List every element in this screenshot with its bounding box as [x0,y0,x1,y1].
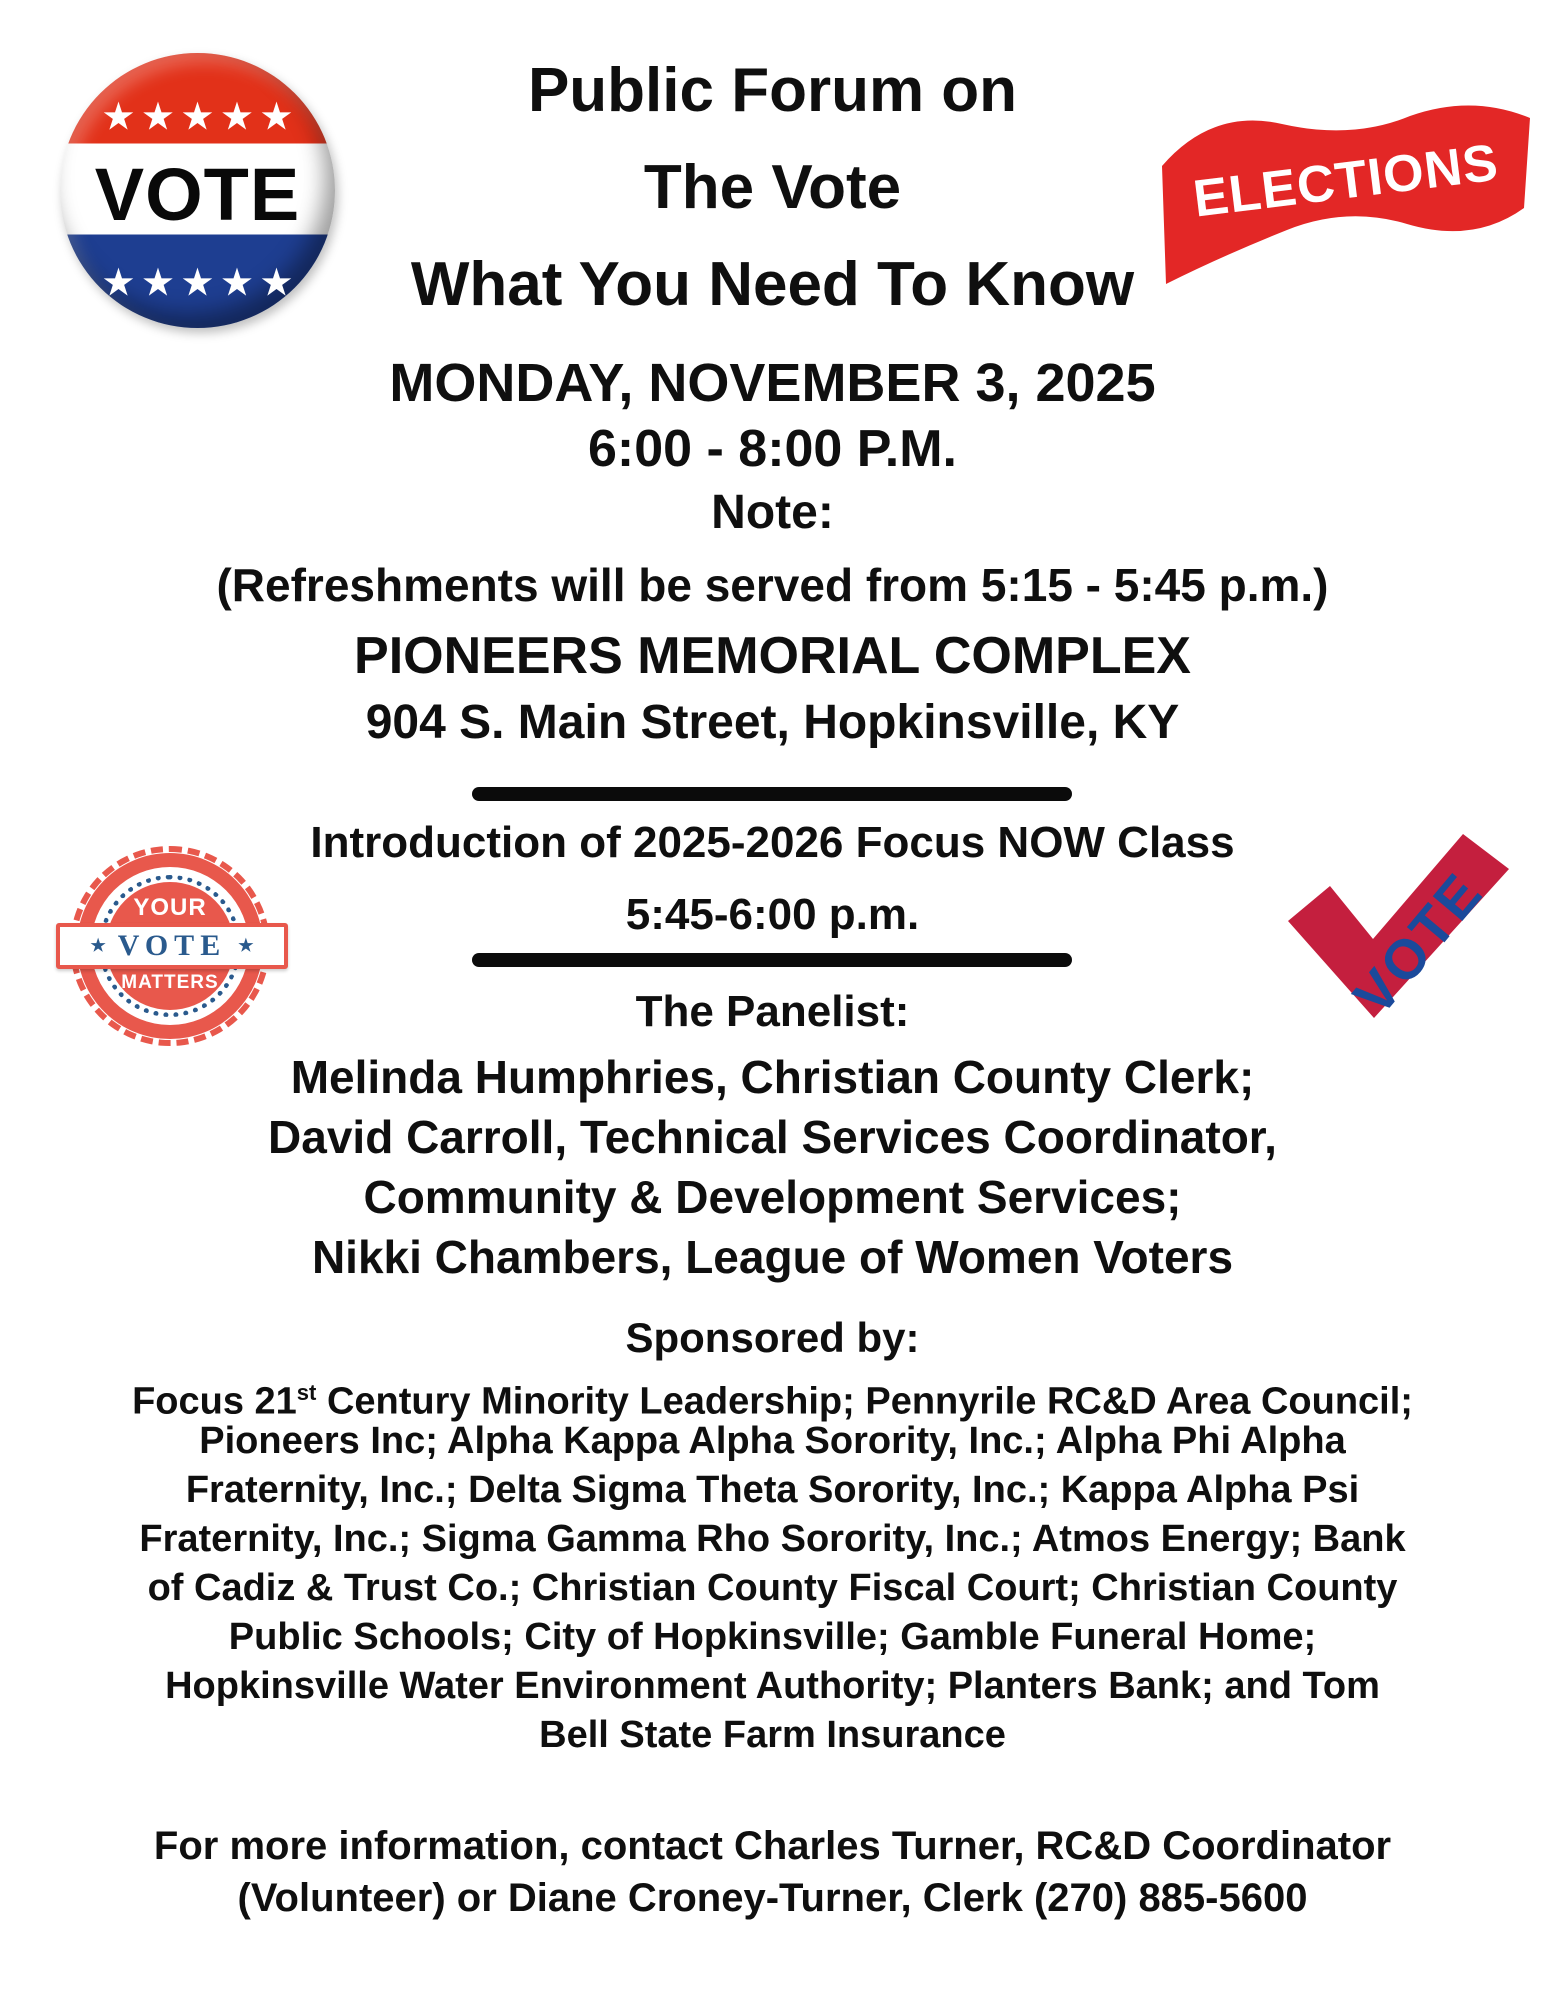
sponsors-line: Fraternity, Inc.; Sigma Gamma Rho Sorority, Inc.; Atmos Energy; Bank [139,1518,1406,1560]
intro-class-time: 5:45-6:00 p.m. [625,890,920,939]
sponsors-heading: Sponsored by: [625,1314,920,1361]
panelist-heading: The Panelist: [635,987,910,1036]
sponsors-line1-prefix: Focus 21 [132,1380,297,1423]
panelist-member: Nikki Chambers, League of Women Voters [311,1231,1234,1283]
panelist-member: David Carroll, Technical Services Coordinator, [268,1111,1277,1163]
sponsors-line1-rest: Century Minority Leadership; Pennyrile RC&D Area Council; [316,1380,1413,1423]
divider-bottom [472,953,1072,967]
badge-matters-label: MATTERS [121,972,219,993]
refreshments-note: (Refreshments will be served from 5:15 - 5:45 p.m.) [216,559,1329,611]
sponsors-line: Fraternity, Inc.; Delta Sigma Theta Sorority, Inc.; Kappa Alpha Psi [185,1469,1360,1511]
page-title-line2: The Vote [643,153,902,222]
panelist-member: Community & Development Services; [363,1171,1182,1223]
sponsors-line: Hopkinsville Water Environment Authority; Planters Bank; and Tom [165,1665,1380,1707]
divider-top [472,787,1072,801]
badge-vote-label: VOTE [117,929,227,962]
sponsors-line: of Cadiz & Trust Co.; Christian County Fiscal Court; Christian County [147,1567,1398,1609]
note-label: Note: [711,486,834,539]
event-time: 6:00 - 8:00 P.M. [587,420,957,478]
vote-button-label: VOTE [94,153,301,236]
sponsors-line: Bell State Farm Insurance [539,1714,1006,1756]
venue-name: PIONEERS MEMORIAL COMPLEX [354,627,1191,685]
badge-vote-banner [56,923,288,969]
intro-class-line: Introduction of 2025-2026 Focus NOW Class [310,818,1235,867]
event-date: MONDAY, NOVEMBER 3, 2025 [389,353,1156,413]
badge-star-right-icon: ★ [238,936,254,955]
page-title-line1: Public Forum on [527,56,1018,125]
sponsors-line: Public Schools; City of Hopkinsville; Gamble Funeral Home; [228,1616,1317,1658]
contact-info-line1: For more information, contact Charles Turner, RC&D Coordinator [153,1824,1392,1868]
vote-button-stars-bottom: ★★★★★ [103,264,301,302]
panelist-member: Melinda Humphries, Christian County Clerk; [290,1051,1255,1103]
badge-your-label: YOUR [133,894,207,921]
contact-info-line2: (Volunteer) or Diane Croney-Turner, Clerk (270) 885-5600 [237,1876,1308,1920]
sponsors-line: Pioneers Inc; Alpha Kappa Alpha Sorority, Inc.; Alpha Phi Alpha [199,1420,1346,1462]
checkmark-vote-label: VOTE [1341,860,1496,1027]
badge-star-left-icon: ★ [90,936,106,955]
venue-address: 904 S. Main Street, Hopkinsville, KY [365,696,1180,749]
page-title-line3: What You Need To Know [410,250,1135,319]
vote-button-stars-top: ★★★★★ [103,98,301,136]
elections-flag-label: ELECTIONS [1190,133,1502,229]
sponsors-line1-superscript: st [296,1380,317,1405]
